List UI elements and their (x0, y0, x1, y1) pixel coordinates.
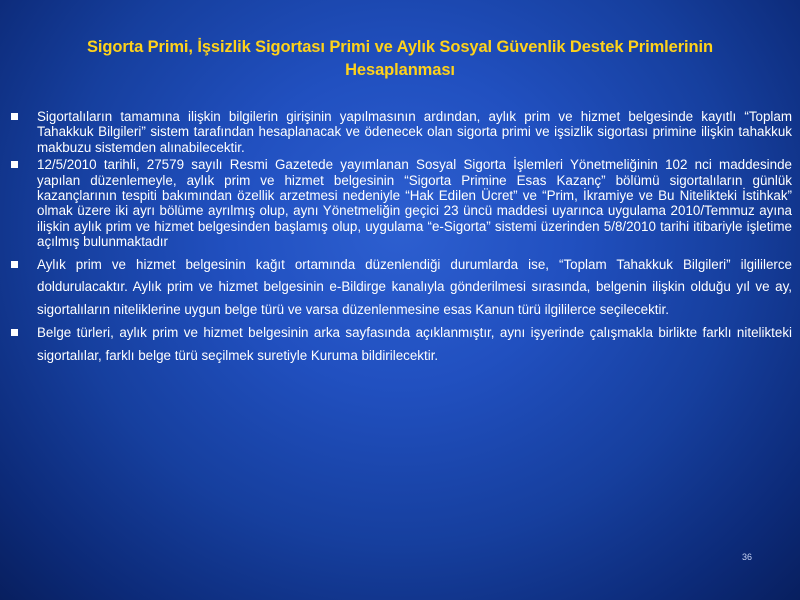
bullet-text: Aylık prim ve hizmet belgesinin kağıt ortamında düzenlendiği durumlarda ise, “Toplam Tahakkuk Bilgileri” ilgililerce doldurulacaktır. Aylık prim ve hizmet belgesinin e-Bildirge kanalıyla gönderilmesi sırasında, belgenin ilişkin olduğu yıl ve ay, sigortalıların niteliklerine uygun belge türü ve varsa düzenlenmesine esas Kanun türü ilgililerce seçilecektir. (37, 256, 792, 317)
square-bullet-icon (11, 113, 18, 120)
bullet-item (8, 109, 792, 155)
bullet-text: Sigortalıların tamamına ilişkin bilgilerin girişinin yapılmasının ardından, aylık prim ve hizmet belgesinde kayıtlı “Toplam Tahakkuk Bilgileri” sistem tarafından hesaplanacak ve ödenecek olan sigorta primi ve işsizlik sigortası primine ilişkin tahakkuk makbuzu sistemden alınabilecektir. (37, 109, 792, 155)
square-bullet-icon (11, 261, 18, 268)
slide-title: Sigorta Primi, İşsizlik Sigortası Primi ve Aylık Sosyal Güvenlik Destek Primlerinin Hesaplanması (87, 38, 713, 79)
bullet-text: Belge türleri, aylık prim ve hizmet belgesinin arka sayfasında açıklanmıştır, aynı işyerinde çalışmakla birlikte farklı nitelikteki sigortalılar, farklı belge türü seçilmek suretiyle Kuruma bildirilecektir. (37, 325, 792, 363)
square-bullet-icon (11, 329, 18, 336)
bullet-list (8, 109, 792, 367)
bullet-item (8, 254, 792, 322)
bullet-item (8, 157, 792, 249)
page-number: 36 (741, 552, 752, 562)
bullet-item (8, 322, 792, 367)
bullet-text: 12/5/2010 tarihli, 27579 sayılı Resmi Gazetede yayımlanan Sosyal Sigorta İşlemleri Yönetmeliğinin 102 nci maddesinde yapılan düzenlemeyle, aylık prim ve hizmet belgesinin “Sigorta Primine Esas Kazanç” bölümü sigortalıların günlük kazançlarının tespiti bakımından özellik arzetmesi nedeniyle “Hak Edilen Ücret” ve “Prim, İkramiye ve Bu Nitelikteki İstihkak” olmak üzere iki ayrı bölüme ayrılmış olup, aynı Yönetmeliğin geçici 23 üncü maddesi uyarınca uygulama 2010/Temmuz ayına ilişkin aylık prim ve hizmet belgesinden başlamış olup, uygulama “e-Sigorta” sistemi üzerinden 5/8/2010 tarihi itibariyle işletime açılmış bulunmaktadır (37, 157, 792, 250)
square-bullet-icon (11, 161, 18, 168)
